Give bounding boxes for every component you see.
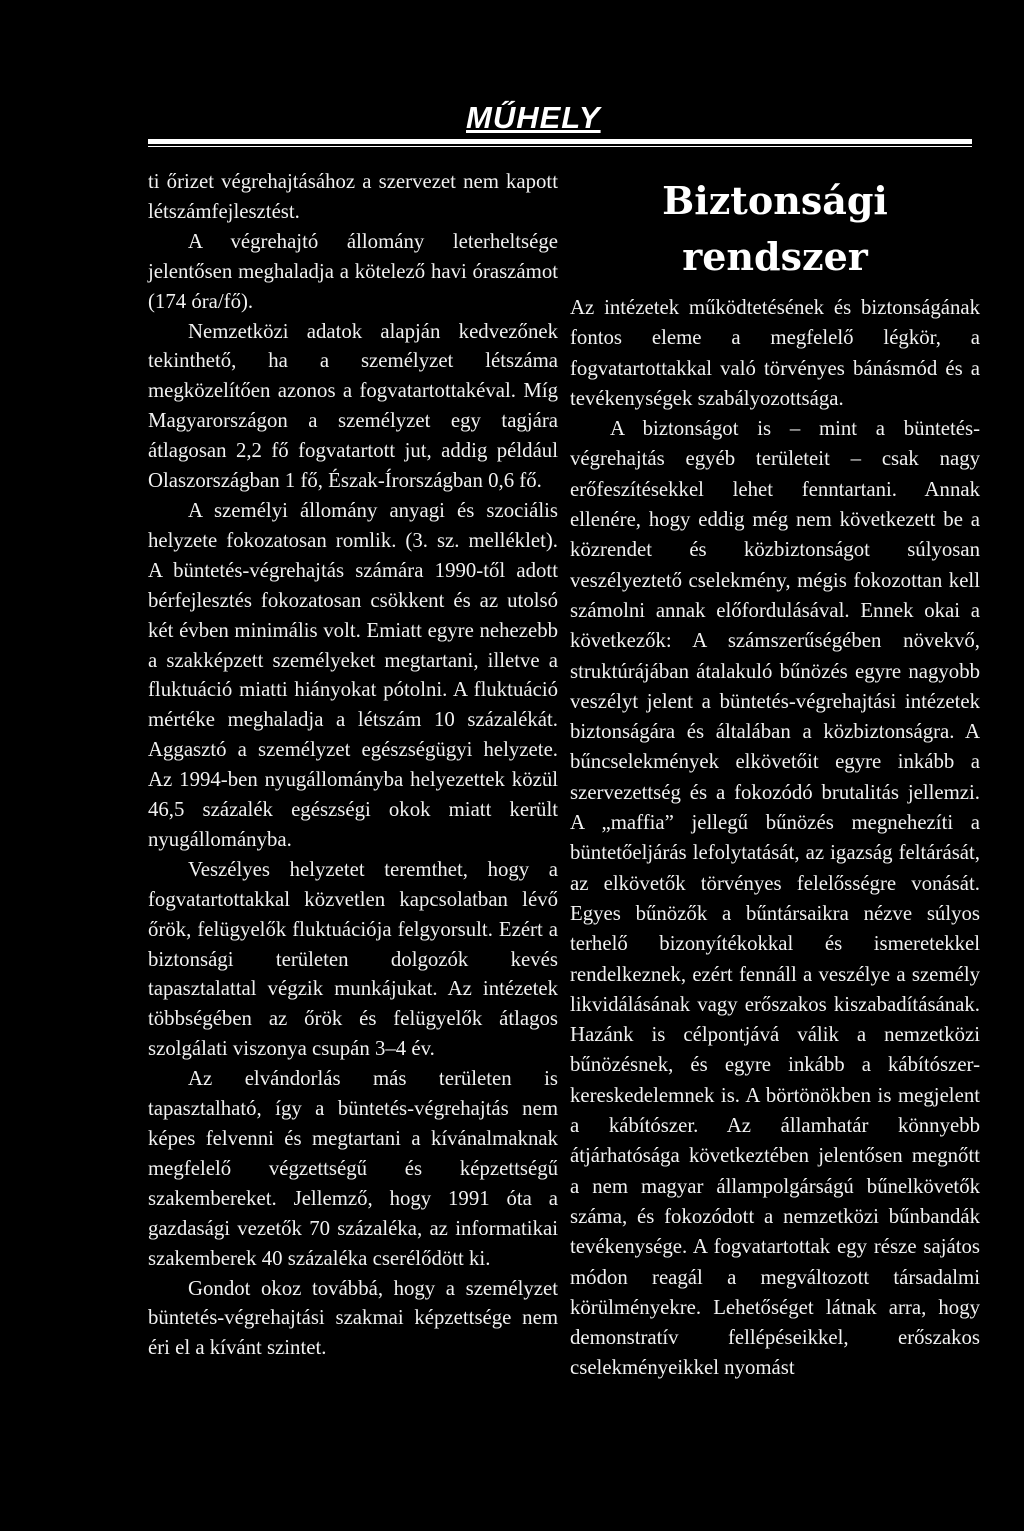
article-heading: Biztonsági rendszer — [662, 178, 888, 279]
left-column — [148, 167, 558, 1363]
paragraph: Az elvándorlás más területen is tapasztalható, így a büntetés-végrehajtás nem képes felvenni és megtartani a kívánalmaknak megfelelő végzettségű és képzettségű szakembereket. Jellemző, hogy 1991 óta a gazdasági vezetők 70 százaléka, az informatikai szakemberek 40 százaléka cserélődött ki. — [148, 1067, 558, 1270]
paragraph: A személyi állomány anyagi és szociális helyzete fokozatosan romlik. (3. sz. melléklet). A büntetés-végrehajtás számára 1990-től adott bérfejlesztés fokozatosan csökkent és az utolsó két évben minimális volt. Emiatt egyre nehezebb a szakképzett személyeket megtartani, illetve a fluktuáció miatti hiányokat pótolni. A fluktuáció mértéke meghaladja a létszám 10 százalékát. Aggasztó a személyzet egészségügyi helyzete. Az 1994-ben nyugállományba helyezettek közül 46,5 százalék egészségi okok miatt került nyugállományba. — [148, 498, 558, 851]
header-rule-thick — [148, 139, 972, 144]
paragraph: A végrehajtó állomány leterheltsége jelentősen meghaladja a kötelező havi óraszámot (174 óra/fő). — [148, 229, 558, 313]
section-title: MŰHELY — [466, 100, 601, 135]
paragraph: Veszélyes helyzetet teremthet, hogy a fogvatartottakkal közvetlen kapcsolatban lévő őrök, felügyelők fluktuációja felgyorsult. Ezért a biztonsági területen dolgozók kevés tapasztalattal végzik munkájukat. Az intézetek többségében az őrök és felügyelők átlagos szolgálati viszonya csupán 3–4 év. — [148, 857, 558, 1061]
paragraph: Nemzetközi adatok alapján kedvezőnek tekinthető, ha a személyzet létszáma megközelítően azonos a fogvatartottakéval. Míg Magyarországon a személyzet egy tagjára átlagosan 2,2 fő fogvatartott jut, addig például Olaszországban 1 fő, Észak-Írországban 0,6 fő. — [148, 319, 558, 493]
paragraph: A biztonságot is – mint a büntetés-végrehajtás egyéb területeit – csak nagy erőfeszítésekkel lehet fenntartani. Annak ellenére, hogy eddig még nem következett be a közrendet és közbiztonságot súlyosan veszélyeztető cselekmény, mégis fokozottan kell számolni annak előfordulásával. Ennek okai a következők: A számszerűségében növekvő, struktúrájában átalakuló bűnözés egyre nagyobb veszélyt jelent a büntetés-végrehajtási intézetek biztonságára és általában a közbiztonságra. A bűncselekmények elkövetőit egyre inkább a szervezettség és a fokozódó brutalitás jellemzi. A „maffia” jellegű bűnözés megnehezíti a büntetőeljárás lefolytatását, az igazság feltárását, az elkövetők törvényes felelősségre vonását. Egyes bűnözők a bűntársaikra nézve súlyos terhelő bizonyítékokkal és ismeretekkel rendelkeznek, ezért fennáll a veszélye a személy likvidálásának vagy erőszakos kiszabadításának. Hazánk is célpontjává válik a nemzetközi bűnözésnek, és egyre inkább a kábítószer-kereskedelemnek is. A börtönökben is megjelent a kábítószer. Az államhatár könnyebb átjárhatósága következtében jelentősen megnőtt a nem magyar állampolgárságú bűnelkövetők száma, és fokozódott a nemzetközi bűnbandák tevékenysége. A fogvatartottak egy része sajátos módon reagál a megváltozott társadalmi körülményekre. Lehetőséget látnak arra, hogy demonstratív fellépéseikkel, erőszakos cselekményeikkel nyomást — [570, 417, 980, 1380]
paragraph: Az intézetek működtetésének és biztonságának fontos eleme a megfelelő légkör, a fogvatartottakkal való törvényes bánásmód és a tevékenységek szabályozottsága. — [570, 296, 980, 410]
paragraph: ti őrizet végrehajtásához a szervezet nem kapott létszámfejlesztést. — [148, 170, 558, 223]
right-column-body — [570, 293, 980, 1384]
header-rule-thin — [148, 146, 972, 147]
right-column — [570, 173, 980, 1384]
paragraph: Gondot okoz továbbá, hogy a személyzet büntetés-végrehajtási szakmai képzettsége nem éri el a kívánt szintet. — [148, 1276, 558, 1360]
